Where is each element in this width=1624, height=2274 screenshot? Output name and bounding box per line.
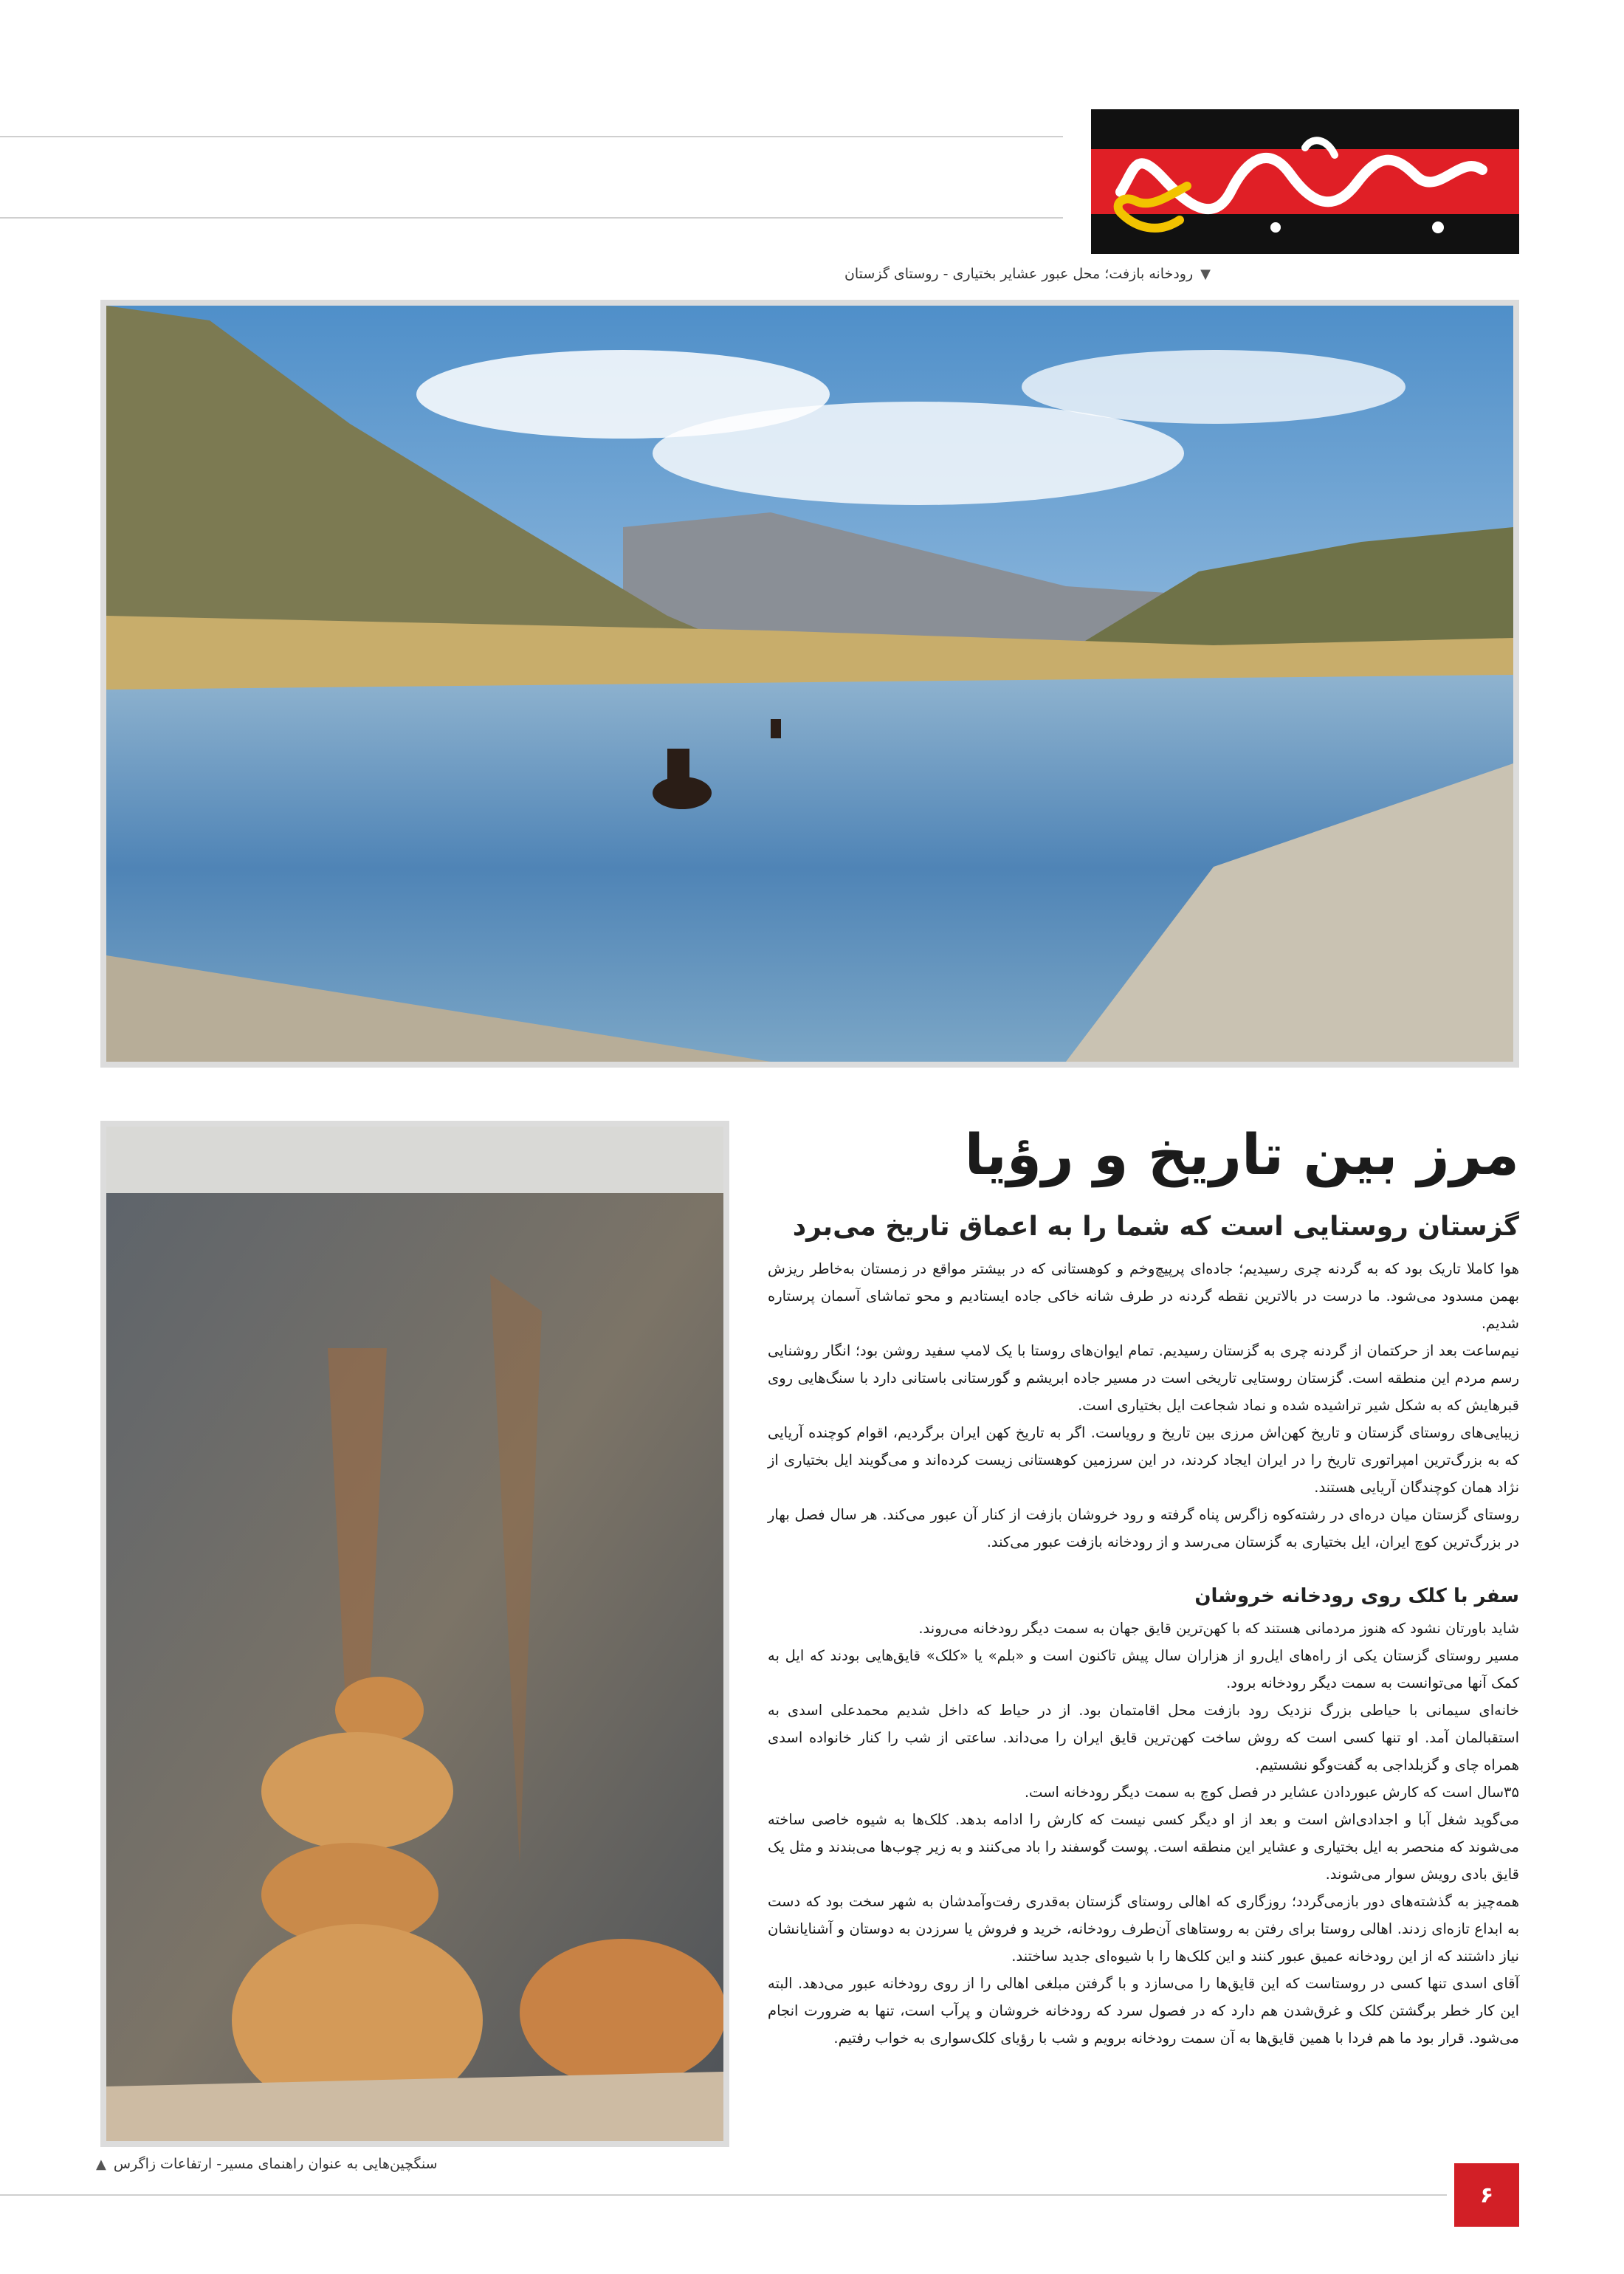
side-photo [100, 1121, 729, 2147]
article-paragraph: زیبایی‌های روستای گزستان و تاریخ کهن‌اش مرزی بین تاریخ و رویاست. اگر به تاریخ کهن ایران برگردیم، اقوام کوچنده آریایی که به بزرگ‌ترین امپراتوری تاریخ را در ایران ایجاد کردند، در این سرزمین کوهستانی زیست کرده‌اند و می‌گویند ایل بختیاری از نژاد همان کوچندگان آریایی هستند. [768, 1424, 1519, 1497]
section-paragraph: مسیر روستای گزستان یکی از راه‌های ایل‌رو از هزاران سال پیش تاکنون است و «بلم» یا «کلک» قایق‌هایی بودند که ایل به کمک آنها می‌توانست به سمت دیگر رودخانه برود. [768, 1647, 1519, 1692]
section-paragraph: آقای اسدی تنها کسی در روستاست که این قایق‌ها را می‌سازد و با گرفتن مبلغی اهالی را از روی رودخانه عبور می‌دهد. البته این کار خطر برگشتن کلک و غرق‌شدن هم دارد که در فصول سرد که رودخانه خروشان و پرآب است، تنها به ضرورت انجام می‌شود. قرار بود ما هم فردا با همین قایق‌ها به آن سمت رودخانه برویم و شب با رؤیای کلک‌سواری به خواب رفتیم. [768, 1975, 1519, 2047]
article-paragraph: نیم‌ساعت بعد از حرکتمان از گردنه چری به گزستان رسیدیم. تمام ایوان‌های روستا با یک لامپ سفید روشن بود؛ انگار روشنایی رسم مردم این منطقه است. گزستان روستایی تاریخی است در مسیر جاده ابریشم و گورستانی باستانی دارد با سنگ‌هایی روی قبرهایش که به شکل شیر تراشیده شده و نماد شجاعت ایل بختیاری است. [768, 1342, 1519, 1415]
logo-calligraphy-icon [1091, 109, 1519, 254]
side-photo-caption: سنگچین‌هایی به عنوان راهنمای مسیر- ارتفاعات زاگرس▲ [96, 2156, 438, 2172]
article-paragraph: هوا کاملا تاریک بود که به گردنه چری رسیدیم؛ جاده‌ای پرپیچ‌وخم و کوهستانی که در بیشتر مواقع در زمستان به‌خاطر ریزش بهمن مسدود می‌شود. ما درست در بالاترین نقطه گردنه در طرف شانه خاکی جاده ایستادیم و محو تماشای آسمان پرستاره شدیم. [768, 1260, 1519, 1333]
caption-triangle-icon: ▲ [96, 2157, 106, 2172]
article-section [768, 1615, 1519, 2052]
section-heading: سفر با کلک روی رودخانه خروشان [1194, 1585, 1519, 1608]
header-rule-top [0, 136, 1063, 137]
masthead-logo [1091, 109, 1519, 254]
rock-cairn-image [106, 1127, 723, 2141]
page-number: ۶ [1454, 2163, 1519, 2227]
article-subtitle: گزستان روستایی است که شما را به اعماق تاریخ می‌برد [792, 1212, 1519, 1243]
article-paragraph: روستای گزستان میان دره‌ای در رشته‌کوه زاگرس پناه گرفته و رود خروشان بازفت از کنار آن عبور می‌کند. هر سال فصل بهار در بزرگ‌ترین کوچ ایران، ایل بختیاری به گزستان می‌رسد و از رودخانه بازفت عبور می‌کند. [768, 1506, 1519, 1551]
top-photo-caption: ▼رودخانه بازفت؛ محل عبور عشایر بختیاری - روستای گزستان [844, 266, 1211, 282]
article-title: مرز بین تاریخ و رؤیا [964, 1121, 1519, 1187]
section-paragraph: همه‌چیز به گذشته‌های دور بازمی‌گردد؛ روزگاری که اهالی روستای گزستان به‌قدری رفت‌وآمدشان به شهر سخت بود که دست به ابداع تازه‌ای زدند. اهالی روستا برای رفتن به روستاهای آن‌طرف رودخانه، خرید و فروش یا سرزدن به دوستان و آشنایانشان نیاز داشتند که از این رودخانه عمیق عبور کنند و این کلک‌ها را با شیوه‌ای جدید ساختند. [768, 1893, 1519, 1965]
footer-rule [0, 2194, 1447, 2196]
river-landscape-image [106, 306, 1513, 1062]
top-photo [100, 300, 1519, 1068]
section-paragraph: می‌گوید شغل آبا و اجدادی‌اش است و بعد از او دیگر کسی نیست که کارش را ادامه بدهد. کلک‌ها به شیوه خاصی ساخته می‌شوند که منحصر به ایل بختیاری و عشایر این منطقه است. پوست گوسفند را باد می‌کنند و به زیر چوب‌ها می‌بندند و مثل یک قایق بادی رویش سوار می‌شوند. [768, 1811, 1519, 1883]
article-intro [768, 1255, 1519, 1556]
caption-triangle-icon: ▼ [1200, 267, 1211, 282]
article [768, 1122, 1519, 2052]
section-paragraph: شاید باورتان نشود که هنوز مردمانی هستند که با کهن‌ترین قایق جهان به سمت دیگر رودخانه می‌روند. [918, 1620, 1519, 1638]
section-paragraph: خانه‌ای سیمانی با حیاطی بزرگ نزدیک رود بازفت محل اقامتمان بود. از در حیاط که داخل شدیم محمدعلی اسدی به استقبالمان آمد. او تنها کسی است که روش ساخت کهن‌ترین قایق ایران را می‌داند. ساعتی از شب را کنار خانواده اسدی همراه چای و گزبلداجی به گفت‌وگو نشستیم. [768, 1702, 1519, 1774]
header-rule-bottom [0, 217, 1063, 219]
section-paragraph: ۳۵سال است که کارش عبوردادن عشایر در فصل کوچ به سمت دیگر رودخانه است. [1024, 1784, 1519, 1801]
